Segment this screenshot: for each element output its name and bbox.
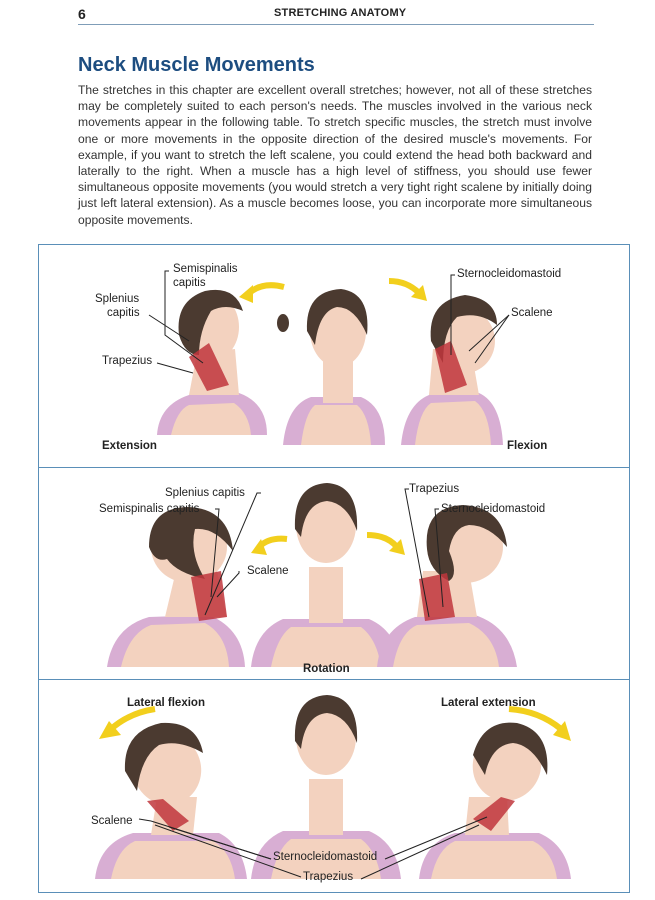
panel-rotation xyxy=(39,467,629,680)
label-semispinalis-capitis-2: Semispinalis capitis xyxy=(99,503,200,515)
caption-rotation: Rotation xyxy=(303,663,350,675)
label-sternocleidomastoid-2: Sternocleidomastoid xyxy=(441,503,546,515)
section-title: Neck Muscle Movements xyxy=(78,54,315,76)
label-splenius-capitis-1b: capitis xyxy=(107,307,140,319)
label-trapezius-3: Trapezius xyxy=(303,871,354,883)
label-trapezius-1: Trapezius xyxy=(102,355,153,367)
label-semispinalis-capitis-1a: Semispinalis xyxy=(173,263,238,275)
panel-extension-flexion xyxy=(39,245,629,468)
panel-lateral xyxy=(39,679,629,892)
label-scalene-1: Scalene xyxy=(511,307,553,319)
running-title: STRETCHING ANATOMY xyxy=(274,7,407,19)
label-splenius-capitis-2: Splenius capitis xyxy=(165,487,245,499)
lateral-flexion-figure xyxy=(95,723,247,879)
panel2-illustration xyxy=(39,467,629,679)
label-trapezius-2: Trapezius xyxy=(409,483,460,495)
neutral-figure-1 xyxy=(277,289,385,445)
extension-figure xyxy=(157,290,267,435)
caption-lateral-extension: Lateral extension xyxy=(441,697,536,709)
arrow-lateral-flexion xyxy=(111,709,155,729)
label-semispinalis-capitis-1b: capitis xyxy=(173,277,206,289)
label-splenius-capitis-1a: Splenius xyxy=(95,293,140,305)
label-sternocleidomastoid-3: Sternocleidomastoid xyxy=(273,851,378,863)
label-sternocleidomastoid-1: Sternocleidomastoid xyxy=(457,268,562,280)
flexion-figure xyxy=(401,295,503,445)
label-scalene-3: Scalene xyxy=(91,815,133,827)
lateral-extension-figure xyxy=(419,719,571,879)
page-header xyxy=(78,4,594,25)
section-body: The stretches in this chapter are excellent overall stretches; however, not all of these stretches may be completely suited to each person's needs. The muscles involved in the various neck movements appear in the following table. To stretch specific muscles, the stretch must involve one or more movements in the opposite direction of the desired muscle's movements. For example, if you want to stretch the left scalene, you could extend the head both backward and laterally to the right. When a muscle has a high level of stiffness, you should use fewer simultaneous opposite movements (you would stretch a very tight right scalene by initially doing just left lateral extension). As a muscle becomes loose, you can incorporate more simultaneous opposite movements. xyxy=(78,83,592,227)
arrow-flexion xyxy=(389,281,419,293)
caption-flexion: Flexion xyxy=(507,440,548,452)
rotation-left-figure xyxy=(107,507,245,667)
label-scalene-2: Scalene xyxy=(247,565,289,577)
neck-movements-figure xyxy=(38,244,630,893)
caption-lateral-flexion: Lateral flexion xyxy=(127,697,205,709)
page-number: 6 xyxy=(78,6,86,22)
rotation-right-figure xyxy=(377,505,517,667)
arrow-rotation-right xyxy=(367,535,397,547)
caption-extension: Extension xyxy=(102,440,157,452)
